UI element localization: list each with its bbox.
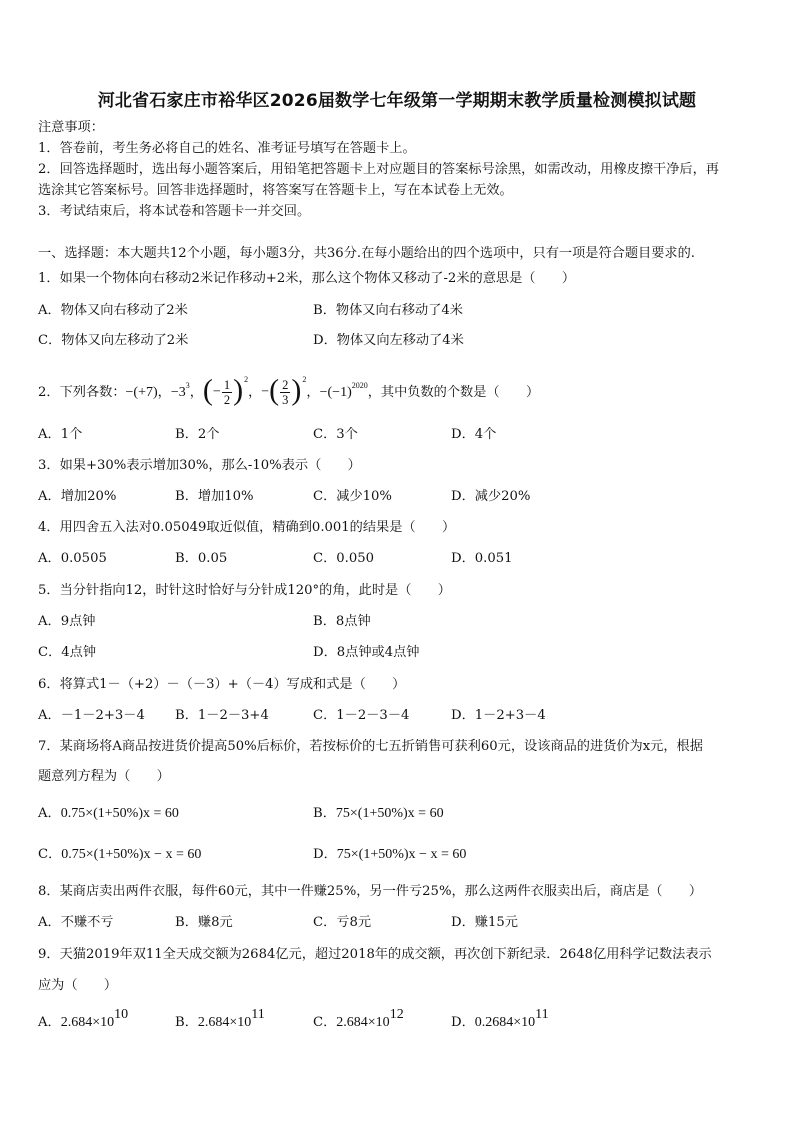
notice-item-2-cont: 选涂其它答案标号。回答非选择题时，将答案写在答题卡上，写在本试卷上无效。 xyxy=(38,183,513,198)
option-b-equation: 75×(1+50%)x = 60 xyxy=(335,806,444,821)
option-a-equation: 0.75×(1+50%)x = 60 xyxy=(60,806,179,821)
question-2-prefix: 2．下列各数： xyxy=(38,385,126,400)
question-3-option-b: B．增加10% xyxy=(175,489,254,504)
question-3-stem: 3．如果+30%表示增加30%，那么-10%表示（ ） xyxy=(38,458,361,473)
term-neg-3-cubed: $-3^3$ xyxy=(170,381,190,400)
term-neg-plus-7: −(+7) xyxy=(125,385,158,400)
question-7-option-a: A．0.75×(1+50%)x = 60 xyxy=(38,806,179,821)
term-neg-two-thirds-squared: −( $\frac{2}{3}$ )$^2$ xyxy=(261,373,307,407)
question-7-option-d: D．75×(1+50%)x − x = 60 xyxy=(313,847,467,862)
page-title: 河北省石家庄市裕华区2026届数学七年级第一学期期末教学质量检测模拟试题 xyxy=(97,91,697,111)
question-4-option-d: D．0.051 xyxy=(451,551,513,566)
question-1-option-c: C．物体又向左移动了2米 xyxy=(38,333,189,348)
question-6-option-b: B．1－2－3+4 xyxy=(175,708,269,723)
question-5-stem: 5．当分针指向12，时针这时恰好与分针成120°的角，此时是（ ） xyxy=(38,583,451,598)
question-6-option-a: A．－1－2+3－4 xyxy=(38,708,145,723)
question-7-option-b: B．75×(1+50%)x = 60 xyxy=(313,806,444,821)
question-1-option-d: D．物体又向左移动了4米 xyxy=(313,333,464,348)
question-8-option-d: D．赚15元 xyxy=(451,915,518,930)
question-7-stem-cont: 题意列方程为（ ） xyxy=(38,769,170,784)
notice-item-2: 2．回答选择题时，选出每小题答案后，用铅笔把答题卡上对应题目的答案标号涂黑，如需改动，用橡皮擦干净后，再 xyxy=(38,162,719,177)
question-9-option-d: D．$0.2684\times 10^{11}$ xyxy=(451,1007,549,1030)
question-5-option-c: C．4点钟 xyxy=(38,645,97,660)
question-8-option-b: B．赚8元 xyxy=(175,915,233,930)
question-4-option-b: B．0.05 xyxy=(175,551,228,566)
question-8-stem: 8．某商店卖出两件衣服，每件60元，其中一件赚25%，另一件亏25%，那么这两件衣服卖出后，商店是（ ） xyxy=(38,884,703,899)
question-5-option-a: A．9点钟 xyxy=(38,614,96,629)
question-6-option-d: D．1－2+3－4 xyxy=(451,708,546,723)
question-8-option-c: C．亏8元 xyxy=(313,915,372,930)
term-neg-half-squared: (− $\frac{1}{2}$ )$^2$ xyxy=(202,373,249,407)
question-7-option-c: C．0.75×(1+50%)x − x = 60 xyxy=(38,847,202,862)
notice-item-1: 1．答卷前，考生务必将自己的姓名、准考证号填写在答题卡上。 xyxy=(38,141,416,156)
option-c-equation: 0.75×(1+50%)x − x = 60 xyxy=(61,847,202,862)
question-9-stem-cont: 应为（ ） xyxy=(38,978,118,993)
question-1-stem: 1．如果一个物体向右移动2米记作移动+2米，那么这个物体又移动了-2米的意思是（ ） xyxy=(38,271,576,286)
question-2-option-a: A．1个 xyxy=(38,427,83,442)
question-2-suffix: ，其中负数的个数是（ ） xyxy=(367,385,540,400)
question-9-stem: 9．天猫2019年双11全天成交额为2684亿元，超过2018年的成交额，再次创下新纪录．2648亿用科学记数法表示 xyxy=(38,947,712,962)
notice-item-3: 3．考试结束后，将本试卷和答题卡一并交回。 xyxy=(38,204,311,219)
question-9-option-c: C．$2.684\times 10^{12}$ xyxy=(313,1007,404,1030)
question-1-option-a: A．物体又向右移动了2米 xyxy=(38,303,188,318)
question-6-stem: 6．将算式1－（+2）－（－3）+（－4）写成和式是（ ） xyxy=(38,677,406,692)
question-1-option-b: B．物体又向右移动了4米 xyxy=(313,303,463,318)
question-2-stem: 2．下列各数：−(+7)，$-3^3$，(− $\frac{1}{2}$ )$^2$，−( $\frac{2}{3}$ )$^2$，$-(-1)^{2020}$，其中负数的个数是（ ） xyxy=(38,373,540,407)
question-3-option-d: D．减少20% xyxy=(451,489,531,504)
question-3-option-c: C．减少10% xyxy=(313,489,392,504)
question-3-option-a: A．增加20% xyxy=(38,489,117,504)
question-5-option-d: D．8点钟或4点钟 xyxy=(313,645,420,660)
question-9-option-a: A．$2.684\times 10^{10}$ xyxy=(38,1007,129,1030)
question-4-stem: 4．用四舍五入法对0.05049取近似值，精确到0.001的结果是（ ） xyxy=(38,520,456,535)
question-4-option-c: C．0.050 xyxy=(313,551,375,566)
term-neg-neg1-pow: $-(-1)^{2020}$ xyxy=(319,381,368,400)
question-2-option-b: B．2个 xyxy=(175,427,220,442)
section-heading: 一、选择题：本大题共12个小题，每小题3分，共36分.在每小题给出的四个选项中，只有一项是符合题目要求的. xyxy=(38,246,695,261)
question-2-option-d: D．4个 xyxy=(451,427,497,442)
question-4-option-a: A．0.0505 xyxy=(38,551,107,566)
option-d-equation: 75×(1+50%)x − x = 60 xyxy=(336,847,467,862)
question-9-option-b: B．$2.684\times 10^{11}$ xyxy=(175,1007,265,1030)
question-7-stem: 7．某商场将A商品按进货价提高50%后标价，若按标价的七五折销售可获利60元，设该商品的进货价为x元，根据 xyxy=(38,739,703,754)
question-6-option-c: C．1－2－3－4 xyxy=(313,708,410,723)
question-5-option-b: B．8点钟 xyxy=(313,614,371,629)
question-2-option-c: C．3个 xyxy=(313,427,358,442)
notice-heading: 注意事项： xyxy=(38,120,104,135)
question-8-option-a: A．不赚不亏 xyxy=(38,915,114,930)
